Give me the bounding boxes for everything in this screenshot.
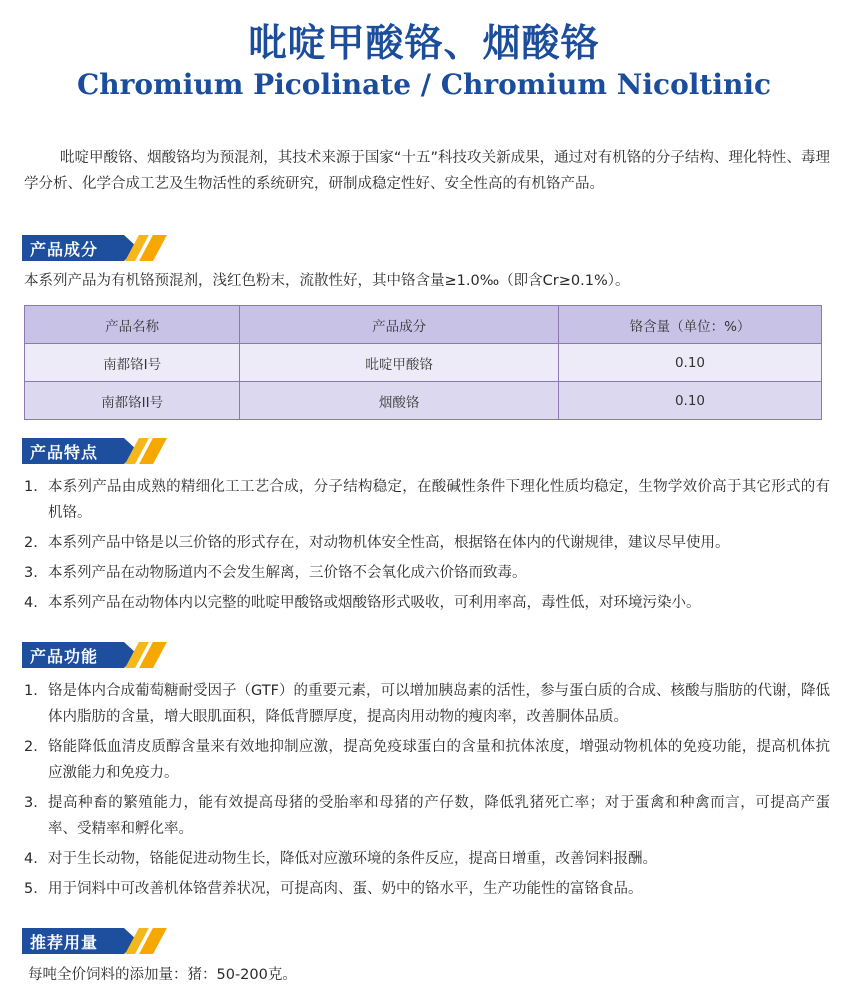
table-cell: 吡啶甲酸铬: [240, 344, 559, 382]
table-cell: 南都铬I号: [25, 344, 240, 382]
list-item: 4. 对于生长动物，铬能促进动物生长，降低对应激环境的条件反应，提高日增重，改善饲料报酬。: [24, 851, 657, 867]
table-header-cell: 产品名称: [25, 306, 240, 344]
table-cell: 南都铬II号: [25, 382, 240, 420]
page-title: 吡啶甲酸铬、烟酸铬: [248, 21, 600, 65]
table-row: [25, 344, 822, 382]
table-cell: 0.10: [558, 382, 821, 420]
list-item: 4. 本系列产品在动物体内以完整的吡啶甲酸铬或烟酸铬形式吸收，可利用率高，毒性低，对环境污染小。: [24, 595, 701, 611]
list-item: 1. 铬是体内合成葡萄糖耐受因子（GTF）的重要元素，可以增加胰岛素的活性，参与蛋白质的合成、核酸与脂肪的代谢，降低体内脂肪的含量，增大眼肌面积，降低背膘厚度，提高肉用动物的瘦肉率，改善胴体品质。: [24, 683, 830, 725]
features-list: [24, 474, 830, 616]
intro-paragraph: 吡啶甲酸铬、烟酸铬均为预混剂，其技术来源于国家“十五”科技攻关新成果，通过对有机铬的分子结构、理化特性、毒理学分析、化学合成工艺及生物活性的系统研究，研制成稳定性好、安全性高的有机铬产品。: [24, 150, 830, 192]
table-header-cell: 铬含量（单位：%）: [558, 306, 821, 344]
section-header-composition: [22, 235, 162, 261]
table-header-cell: 产品成分: [240, 306, 559, 344]
section-header-features: [22, 438, 162, 464]
table-cell: 烟酸铬: [240, 382, 559, 420]
list-item: 3. 本系列产品在动物肠道内不会发生解离，三价铬不会氧化成六价铬而致毒。: [24, 565, 527, 581]
page-subtitle-english: Chromium Picolinate / Chromium Nicoltinic: [77, 68, 771, 101]
section-title: 产品特点: [30, 443, 99, 462]
section-header-functions: [22, 642, 162, 668]
section-title: 产品功能: [30, 647, 99, 666]
composition-table: [24, 305, 822, 420]
list-item: 2. 铬能降低血清皮质醇含量来有效地抑制应激，提高免疫球蛋白的含量和抗体浓度，增强动物机体的免疫功能，提高机体抗应激能力和免疫力。: [24, 739, 830, 781]
section-header-dosage: [22, 928, 162, 954]
dosage-text: 每吨全价饲料的添加量：猪：50-200克。: [28, 967, 297, 983]
table-row: [25, 382, 822, 420]
section-title: 产品成分: [30, 240, 99, 259]
table-header-row: [25, 306, 822, 344]
list-item: 2. 本系列产品中铬是以三价铬的形式存在，对动物机体安全性高，根据铬在体内的代谢规律，建议尽早使用。: [24, 535, 730, 551]
functions-list: [24, 678, 830, 902]
section-title: 推荐用量: [30, 933, 99, 952]
composition-text: 本系列产品为有机铬预混剂，浅红色粉末，流散性好，其中铬含量≥1.0‰（即含Cr≥0.1%）。: [24, 273, 630, 289]
list-item: 1. 本系列产品由成熟的精细化工工艺合成，分子结构稳定，在酸碱性条件下理化性质均稳定，生物学效价高于其它形式的有机铬。: [24, 479, 830, 521]
table-cell: 0.10: [558, 344, 821, 382]
list-item: 5. 用于饲料中可改善机体铬营养状况，可提高肉、蛋、奶中的铬水平，生产功能性的富铬食品。: [24, 881, 643, 897]
list-item: 3. 提高种畜的繁殖能力，能有效提高母猪的受胎率和母猪的产仔数，降低乳猪死亡率；对于蛋禽和种禽而言，可提高产蛋率、受精率和孵化率。: [24, 795, 830, 837]
